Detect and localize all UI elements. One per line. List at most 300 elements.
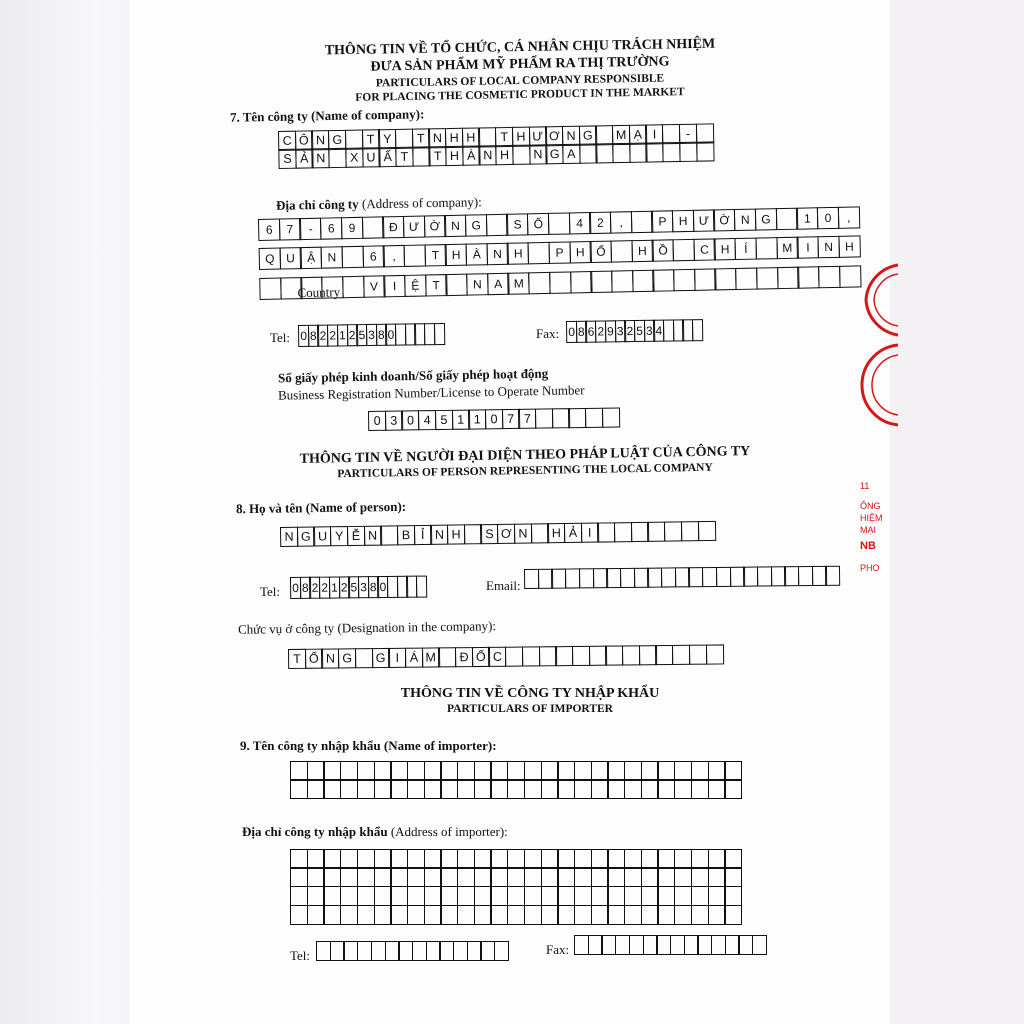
char-box [524, 905, 542, 925]
char-box: 3 [358, 576, 369, 598]
red-seal-stamp [858, 260, 898, 430]
char-box: Q [259, 248, 281, 270]
char-box: 2 [338, 576, 349, 598]
char-box: 6 [320, 217, 342, 239]
char-box: 0 [290, 577, 301, 599]
char-box [607, 905, 625, 925]
char-box [641, 886, 659, 906]
char-box [474, 886, 492, 906]
char-box [825, 565, 840, 585]
char-box [374, 849, 392, 869]
char-box [390, 867, 408, 887]
char-box: 6 [585, 320, 596, 342]
char-box [647, 521, 665, 541]
char-box [424, 849, 442, 869]
char-box [724, 849, 742, 869]
char-box: N [466, 273, 488, 295]
char-box [691, 761, 709, 781]
char-box: 6 [362, 246, 384, 268]
char-box: 2 [309, 576, 320, 598]
char-box [323, 867, 341, 887]
char-box: H [714, 238, 736, 260]
char-box [357, 849, 375, 869]
char-box [424, 886, 442, 906]
char-box [512, 145, 530, 165]
char-box [797, 266, 819, 288]
char-box: I [388, 647, 406, 667]
char-box [715, 268, 737, 290]
char-box: N [311, 130, 329, 150]
char-box [657, 886, 675, 906]
char-box [657, 849, 675, 869]
char-box [486, 213, 508, 235]
person-tel-label: Tel: [260, 584, 281, 599]
char-box [440, 867, 458, 887]
char-box [374, 867, 392, 887]
char-box [438, 647, 456, 667]
char-box: N [562, 125, 580, 145]
char-box [541, 905, 559, 925]
char-box [708, 867, 726, 887]
char-box [357, 779, 375, 799]
char-box: N [514, 523, 532, 543]
char-box: N [280, 526, 298, 546]
char-box [591, 779, 609, 799]
char-box [708, 761, 726, 781]
char-box: Ư [693, 209, 715, 231]
char-box [607, 779, 625, 799]
char-box [755, 238, 777, 260]
char-box: 4 [418, 410, 436, 430]
char-box: - [679, 123, 697, 143]
char-box [390, 779, 408, 799]
char-box: N [486, 243, 508, 265]
char-box: P [651, 210, 673, 232]
char-box [290, 905, 308, 925]
char-box [724, 867, 742, 887]
section8-heading-vn: THÔNG TIN VỀ NGƯỜI ĐẠI DIỆN THEO PHÁP LUẬT CỦA CÔNG TY [299, 444, 751, 467]
char-box [692, 319, 703, 341]
char-box: I [383, 275, 405, 297]
char-box: 9 [605, 320, 616, 342]
char-box: 8 [576, 320, 587, 342]
char-box [624, 761, 642, 781]
char-box [494, 941, 509, 961]
char-box: A [487, 273, 509, 295]
char-box [340, 779, 358, 799]
char-box: - [299, 217, 321, 239]
importer-fax-label: Fax: [546, 942, 570, 957]
char-box [672, 644, 690, 664]
person-name-label: 8. Họ và tên (Name of person): [235, 498, 407, 517]
company-fax-label: Fax: [536, 326, 560, 341]
char-box: 4 [653, 319, 664, 341]
char-box: Ỉ [414, 525, 432, 545]
char-box: 1 [796, 207, 818, 229]
char-box [474, 779, 492, 799]
char-box [323, 905, 341, 925]
char-box: U [313, 526, 331, 546]
char-box: N [479, 146, 497, 166]
char-box [708, 849, 726, 869]
char-box [574, 849, 592, 869]
char-box [524, 849, 542, 869]
char-box [407, 886, 425, 906]
char-box [290, 867, 308, 887]
char-box: 5 [634, 320, 645, 342]
char-box [361, 216, 383, 238]
char-box [340, 886, 358, 906]
char-box: H [445, 146, 463, 166]
char-box [775, 207, 797, 229]
char-box [407, 849, 425, 869]
char-box: N [444, 214, 466, 236]
char-box [694, 269, 716, 291]
char-box [474, 849, 492, 869]
char-box: T [412, 128, 430, 148]
char-box [657, 779, 675, 799]
char-box: 0 [485, 409, 503, 429]
char-box: 0 [401, 410, 419, 430]
char-box: T [395, 147, 413, 167]
char-box [673, 269, 695, 291]
company-tel-label: Tel: [270, 330, 291, 345]
char-box [290, 849, 308, 869]
char-box [681, 521, 699, 541]
char-box: S [506, 213, 528, 235]
char-box: H [507, 243, 529, 265]
char-box [674, 867, 692, 887]
char-box [507, 779, 525, 799]
char-box [574, 886, 592, 906]
char-box: Ậ [300, 247, 322, 269]
importer-name-label: 9. Tên công ty nhập khẩu (Name of importer): [240, 738, 497, 753]
char-box [541, 867, 559, 887]
char-box [691, 849, 709, 869]
license-label-en: Business Registration Number/License to Operate Number [277, 382, 585, 403]
char-box [374, 761, 392, 781]
char-box [323, 886, 341, 906]
char-box: T [361, 129, 379, 149]
section7-heading-en-2: FOR PLACING THE COSMETIC PRODUCT IN THE MARKET [355, 86, 685, 104]
section8-heading-en: PARTICULARS OF PERSON REPRESENTING THE LOCAL COMPANY [337, 461, 713, 481]
char-box [624, 779, 642, 799]
char-box [674, 905, 692, 925]
char-box: G [579, 125, 597, 145]
char-box [724, 779, 742, 799]
char-box [624, 886, 642, 906]
char-box: , [610, 211, 632, 233]
char-box [490, 905, 508, 925]
char-box [657, 761, 675, 781]
char-box: Ổ [305, 648, 323, 668]
char-box: C [278, 130, 296, 150]
char-box [698, 521, 716, 541]
char-box [631, 210, 653, 232]
char-box [708, 905, 726, 925]
char-box: M [422, 647, 440, 667]
char-box: , [383, 245, 405, 267]
char-box: G [371, 648, 389, 668]
char-box [407, 779, 425, 799]
char-box: I [581, 522, 599, 542]
char-box [612, 143, 630, 163]
char-box: V [363, 275, 385, 297]
char-box [622, 645, 640, 665]
char-box [357, 905, 375, 925]
char-box [528, 242, 550, 264]
char-box [307, 779, 325, 799]
char-box [478, 127, 496, 147]
char-box: Ô [295, 130, 313, 150]
char-box: 1 [451, 409, 469, 429]
char-box: I [645, 124, 663, 144]
char-box: G [328, 130, 346, 150]
char-box: 2 [595, 320, 606, 342]
char-box: N [734, 208, 756, 230]
char-box [724, 905, 742, 925]
char-box [539, 646, 557, 666]
char-box [524, 886, 542, 906]
char-box [632, 270, 654, 292]
char-box [440, 761, 458, 781]
char-box [307, 905, 325, 925]
char-box: Ễ [347, 526, 365, 546]
char-box: G [465, 214, 487, 236]
char-box [579, 144, 597, 164]
char-box [290, 886, 308, 906]
char-box [568, 408, 586, 428]
char-box [595, 125, 613, 145]
char-box [557, 867, 575, 887]
char-box [624, 867, 642, 887]
char-box [307, 867, 325, 887]
char-box [440, 779, 458, 799]
char-box [691, 886, 709, 906]
char-box [591, 886, 609, 906]
char-box: G [546, 144, 564, 164]
char-box [574, 779, 592, 799]
char-box: 5 [356, 324, 367, 346]
char-box: 0 [298, 325, 309, 347]
char-box: 7 [502, 409, 520, 429]
char-box [457, 779, 475, 799]
char-box: N [363, 525, 381, 545]
char-box: 5 [435, 410, 453, 430]
char-box [323, 779, 341, 799]
char-box: Ơ [497, 523, 515, 543]
char-box: 8 [300, 576, 311, 598]
char-box: 1 [337, 324, 348, 346]
char-box: Ố [590, 241, 612, 263]
char-box [752, 935, 767, 955]
char-box [639, 645, 657, 665]
char-box: 0 [566, 321, 577, 343]
char-box: P [548, 242, 570, 264]
char-box: N [529, 145, 547, 165]
char-box [531, 523, 549, 543]
char-box [591, 867, 609, 887]
char-box: 3 [614, 320, 625, 342]
char-box [611, 270, 633, 292]
char-box [756, 267, 778, 289]
char-box [357, 761, 375, 781]
section9-heading-en: PARTICULARS OF IMPORTER [447, 703, 613, 715]
char-box: Í [735, 238, 757, 260]
char-box: N [817, 236, 839, 258]
char-box [552, 408, 570, 428]
char-box [607, 849, 625, 869]
char-box [490, 849, 508, 869]
char-box [624, 905, 642, 925]
char-box: Y [330, 526, 348, 546]
char-box: T [288, 649, 306, 669]
char-box [407, 761, 425, 781]
char-box: À [466, 244, 488, 266]
char-box: Ố [527, 213, 549, 235]
char-box [457, 849, 475, 869]
char-box [464, 524, 482, 544]
char-box: 8 [376, 323, 387, 345]
char-box [674, 761, 692, 781]
char-box: 0 [385, 323, 396, 345]
char-box: À [462, 146, 480, 166]
char-box [345, 129, 363, 149]
char-box [341, 246, 363, 268]
char-box [424, 779, 442, 799]
char-box [674, 849, 692, 869]
char-box [440, 849, 458, 869]
char-box [424, 761, 442, 781]
char-box [290, 779, 308, 799]
char-box [674, 886, 692, 906]
char-box [662, 142, 680, 162]
char-box [607, 761, 625, 781]
char-box [629, 143, 647, 163]
char-box: N [321, 648, 339, 668]
char-box [591, 849, 609, 869]
char-box: Ấ [379, 147, 397, 167]
char-box: Đ [382, 216, 404, 238]
char-box [522, 646, 540, 666]
char-box [657, 905, 675, 925]
char-box [597, 522, 615, 542]
char-box: 9 [341, 217, 363, 239]
char-box [524, 779, 542, 799]
char-box [541, 779, 559, 799]
char-box [505, 646, 523, 666]
char-box [735, 268, 757, 290]
char-box [706, 644, 724, 664]
char-box: Ệ [404, 275, 426, 297]
char-box: B [397, 525, 415, 545]
char-box [695, 123, 713, 143]
license-label-vn: Số giấy phép kinh doanh/Số giấy phép hoạt động [277, 365, 549, 386]
char-box [655, 645, 673, 665]
char-box: H [447, 524, 465, 544]
char-box [407, 905, 425, 925]
char-box [507, 849, 525, 869]
char-box [664, 521, 682, 541]
char-box: H [672, 210, 694, 232]
char-box [390, 886, 408, 906]
char-box [673, 239, 695, 261]
char-box [407, 867, 425, 887]
char-box [596, 144, 614, 164]
char-box: H [569, 241, 591, 263]
char-box [474, 761, 492, 781]
char-box [548, 212, 570, 234]
char-box [541, 886, 559, 906]
char-box: U [279, 247, 301, 269]
char-box [323, 849, 341, 869]
char-box [259, 278, 281, 300]
char-box [585, 407, 603, 427]
char-box [641, 905, 659, 925]
char-box [424, 905, 442, 925]
char-box: I [797, 237, 819, 259]
char-box: Ả [564, 522, 582, 542]
char-box [457, 761, 475, 781]
char-box [674, 779, 692, 799]
company-address-label: Địa chỉ công ty (Address of company): [275, 194, 482, 213]
char-box [357, 886, 375, 906]
char-box [374, 905, 392, 925]
char-box: 2 [327, 324, 338, 346]
char-box [290, 761, 308, 781]
char-box: 1 [468, 409, 486, 429]
char-box: T [495, 127, 513, 147]
char-box: H [445, 244, 467, 266]
char-box [570, 271, 592, 293]
char-box: Đ [455, 647, 473, 667]
char-box [307, 849, 325, 869]
char-box: C [693, 239, 715, 261]
char-box [424, 867, 442, 887]
char-box: X [345, 148, 363, 168]
char-box [507, 886, 525, 906]
char-box: 2 [319, 576, 330, 598]
char-box: M [508, 272, 530, 294]
char-box [557, 849, 575, 869]
char-box [574, 761, 592, 781]
char-box: G [755, 208, 777, 230]
char-box: N [321, 247, 343, 269]
char-box: G [338, 648, 356, 668]
char-box [374, 779, 392, 799]
char-box [641, 761, 659, 781]
char-box: M [776, 237, 798, 259]
char-box [490, 779, 508, 799]
char-box [614, 522, 632, 542]
char-box [679, 142, 697, 162]
char-box [524, 761, 542, 781]
char-box: Y [378, 129, 396, 149]
char-box [557, 779, 575, 799]
char-box: C [488, 646, 506, 666]
char-box: M [612, 125, 630, 145]
char-box: G [297, 526, 315, 546]
char-box [574, 867, 592, 887]
char-box [374, 886, 392, 906]
char-box [591, 905, 609, 925]
char-box [605, 645, 623, 665]
char-box: Ơ [545, 126, 563, 146]
char-box: T [425, 274, 447, 296]
char-box [572, 646, 590, 666]
char-box: 2 [317, 324, 328, 346]
char-box [541, 761, 559, 781]
